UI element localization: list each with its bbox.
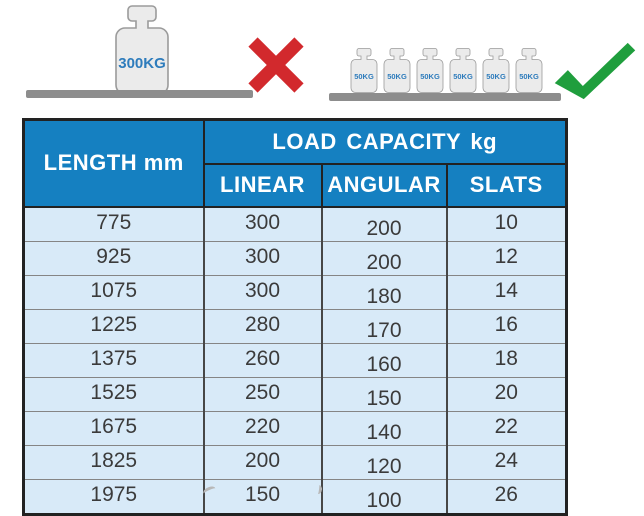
cell-length: 1375 <box>24 343 204 377</box>
table-row <box>24 343 567 377</box>
cell-length: 775 <box>24 207 204 242</box>
small-weight-label: 50KG <box>354 72 374 81</box>
col-header-slats: SLATS <box>447 164 567 207</box>
cell-slats: 26 <box>447 479 567 514</box>
cell-length: 1075 <box>24 275 204 309</box>
table-row <box>24 309 567 343</box>
weight-icon <box>349 48 379 93</box>
small-weight-label: 50KG <box>453 72 473 81</box>
cell-linear: 220 <box>204 411 322 445</box>
single-weight <box>112 5 172 95</box>
cell-slats: 18 <box>447 343 567 377</box>
table-row <box>24 377 567 411</box>
cell-length: 1675 <box>24 411 204 445</box>
single-weight-label: 300KG <box>118 55 166 72</box>
cell-slats: 14 <box>447 275 567 309</box>
cell-length: 1225 <box>24 309 204 343</box>
cell-linear: 200 <box>204 445 322 479</box>
load-illustration <box>0 0 644 118</box>
cell-linear: 300 <box>204 275 322 309</box>
cell-angular: 180 <box>322 275 447 309</box>
weight-icon <box>448 48 478 93</box>
col-header-length: LENGTH mm <box>24 120 204 207</box>
cell-linear: 300 <box>204 207 322 242</box>
cell-linear: 280 <box>204 309 322 343</box>
cell-slats: 10 <box>447 207 567 242</box>
small-weight-label: 50KG <box>486 72 506 81</box>
weight-icon <box>382 48 412 93</box>
col-header-linear: LINEAR <box>204 164 322 207</box>
cell-linear: 250 <box>204 377 322 411</box>
load-capacity-table <box>22 118 568 516</box>
small-weight-label: 50KG <box>519 72 539 81</box>
table-row <box>24 275 567 309</box>
cell-angular: 100 <box>322 479 447 514</box>
cell-slats: 22 <box>447 411 567 445</box>
col-header-load-capacity: LOAD CAPACITY kg <box>204 120 567 164</box>
table-row <box>24 241 567 275</box>
cell-angular: 160 <box>322 343 447 377</box>
cell-length: 1975 <box>24 479 204 514</box>
shelf-bar-right <box>329 93 561 101</box>
col-header-angular: ANGULAR <box>322 164 447 207</box>
cell-slats: 16 <box>447 309 567 343</box>
cell-angular: 200 <box>322 207 447 242</box>
cell-angular: 150 <box>322 377 447 411</box>
cell-angular: 140 <box>322 411 447 445</box>
cell-length: 1825 <box>24 445 204 479</box>
weight-icon <box>514 48 544 93</box>
cell-linear: 300 <box>204 241 322 275</box>
table-row <box>24 445 567 479</box>
small-weight-label: 50KG <box>387 72 407 81</box>
weight-icon <box>481 48 511 93</box>
table-row <box>24 411 567 445</box>
cell-length: 1525 <box>24 377 204 411</box>
cell-angular: 200 <box>322 241 447 275</box>
x-mark-icon <box>248 37 304 93</box>
cell-slats: 24 <box>447 445 567 479</box>
small-weight-label: 50KG <box>420 72 440 81</box>
table-row <box>24 207 567 242</box>
cell-length: 925 <box>24 241 204 275</box>
header-row-top <box>24 120 567 164</box>
weight-icon <box>112 5 172 95</box>
cell-linear: 150 <box>204 479 322 514</box>
cell-linear: 260 <box>204 343 322 377</box>
check-mark-icon <box>551 42 639 100</box>
table-row <box>24 479 567 514</box>
cell-slats: 12 <box>447 241 567 275</box>
cell-angular: 120 <box>322 445 447 479</box>
cell-angular: 170 <box>322 309 447 343</box>
shelf-bar-left <box>26 90 253 98</box>
cell-slats: 20 <box>447 377 567 411</box>
weight-icon <box>415 48 445 93</box>
distributed-weights <box>349 48 544 93</box>
